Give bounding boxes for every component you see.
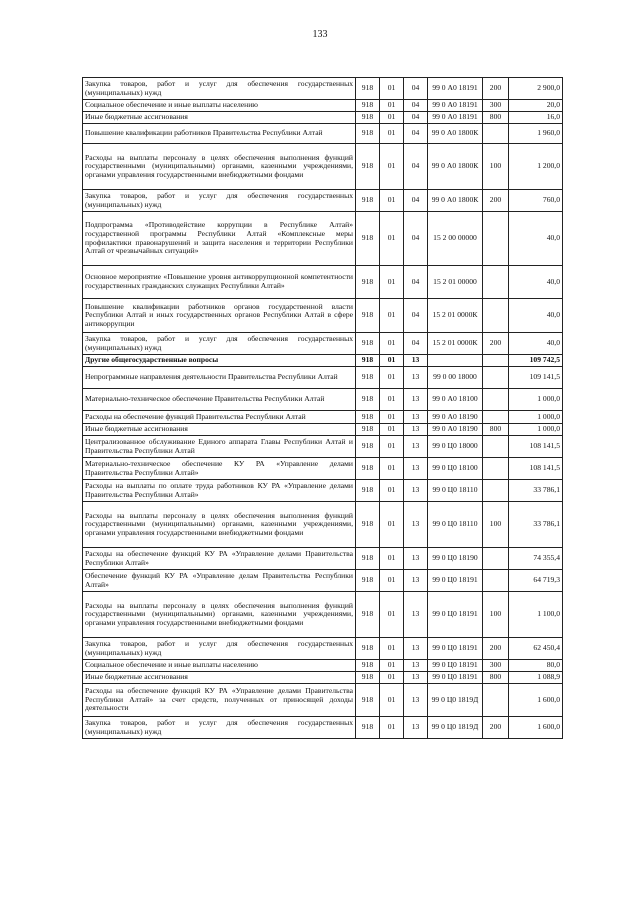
row-gr-code: 918: [356, 124, 380, 144]
row-name: Материально-техническое обеспечение Правительства Республики Алтай: [83, 389, 356, 411]
row-gr-code: 918: [356, 458, 380, 480]
row-subsection-code: 13: [404, 436, 428, 458]
row-subsection-code: 04: [404, 78, 428, 100]
row-subsection-code: 13: [404, 638, 428, 660]
row-gr-code: 918: [356, 333, 380, 355]
row-target-article: 99 0 Ц0 18191: [428, 638, 483, 660]
row-target-article: 99 0 Ц0 18110: [428, 502, 483, 548]
row-target-article: 99 0 Ц0 18000: [428, 436, 483, 458]
table-row: [83, 144, 563, 190]
row-subsection-code: 13: [404, 411, 428, 424]
row-expense-type: 800: [483, 424, 509, 436]
row-subsection-code: 13: [404, 548, 428, 570]
row-target-article: 15 2 01 0000К: [428, 333, 483, 355]
row-expense-type: [483, 684, 509, 717]
row-subsection-code: 04: [404, 333, 428, 355]
row-subsection-code: 04: [404, 124, 428, 144]
table-row: [83, 100, 563, 112]
page-number: 133: [312, 29, 328, 40]
row-gr-code: 918: [356, 100, 380, 112]
row-expense-type: 200: [483, 638, 509, 660]
row-target-article: 99 0 Ц0 18191: [428, 592, 483, 638]
row-amount: 1 600,0: [509, 684, 563, 717]
row-gr-code: 918: [356, 266, 380, 299]
row-section-code: 01: [380, 480, 404, 502]
row-name: Обеспечение функций КУ РА «Управление делам Правительства Республики Алтай»: [83, 570, 356, 592]
table-row: [83, 266, 563, 299]
table-row: [83, 672, 563, 684]
row-target-article: [428, 355, 483, 367]
row-subsection-code: 04: [404, 144, 428, 190]
row-amount: 80,0: [509, 660, 563, 672]
row-name: Расходы на обеспечение функций Правительства Республики Алтай: [83, 411, 356, 424]
row-gr-code: 918: [356, 190, 380, 212]
row-name: Подпрограмма «Противодействие коррупции в Республике Алтай» государственной программы Республики Алтай «Комплексные меры профилактики правонарушений и защита населения и территории Республики Алтай от чрезвычайных ситуаций»: [83, 212, 356, 266]
row-expense-type: [483, 212, 509, 266]
row-amount: 1 088,9: [509, 672, 563, 684]
row-subsection-code: 13: [404, 672, 428, 684]
row-amount: 40,0: [509, 333, 563, 355]
row-amount: 1 000,0: [509, 424, 563, 436]
row-name: Материально-техническое обеспечение КУ РА «Управление делами Правительства Республики Алтай»: [83, 458, 356, 480]
row-target-article: 99 0 Ц0 18110: [428, 480, 483, 502]
row-subsection-code: 13: [404, 660, 428, 672]
row-name: Основное мероприятие «Повышение уровня антикоррупционной компетентности государственных гражданских служащих Республики Алтай»: [83, 266, 356, 299]
row-subsection-code: 13: [404, 355, 428, 367]
row-name: Повышение квалификации работников органов государственной власти Республики Алтай и иных государственных органов Республики Алтай в сфере антикоррупции: [83, 299, 356, 333]
table-row: [83, 299, 563, 333]
row-subsection-code: 13: [404, 480, 428, 502]
row-section-code: 01: [380, 112, 404, 124]
row-target-article: 99 0 А0 1800К: [428, 144, 483, 190]
table-row: [83, 212, 563, 266]
row-amount: 40,0: [509, 299, 563, 333]
row-section-code: 01: [380, 717, 404, 739]
table-row: [83, 355, 563, 367]
row-subsection-code: 13: [404, 367, 428, 389]
row-subsection-code: 13: [404, 570, 428, 592]
table-row: [83, 112, 563, 124]
row-subsection-code: 04: [404, 190, 428, 212]
row-expense-type: 100: [483, 502, 509, 548]
row-section-code: 01: [380, 190, 404, 212]
row-section-code: 01: [380, 144, 404, 190]
row-expense-type: 100: [483, 144, 509, 190]
row-subsection-code: 13: [404, 717, 428, 739]
table-row: [83, 411, 563, 424]
table-row: [83, 424, 563, 436]
row-section-code: 01: [380, 355, 404, 367]
row-amount: 109 141,5: [509, 367, 563, 389]
row-section-code: 01: [380, 299, 404, 333]
row-amount: 16,0: [509, 112, 563, 124]
row-section-code: 01: [380, 411, 404, 424]
row-target-article: 99 0 Ц0 18190: [428, 548, 483, 570]
row-name: Централизованное обслуживание Единого аппарата Главы Республики Алтай и Правительства Республики Алтай: [83, 436, 356, 458]
row-gr-code: 918: [356, 672, 380, 684]
row-amount: 108 141,5: [509, 458, 563, 480]
row-name: Расходы на выплаты персоналу в целях обеспечения выполнения функций государственными (муниципальными) органами, казенными учреждениями, органами управления государственными внебюджетными фондами: [83, 592, 356, 638]
row-target-article: 99 0 А0 1800К: [428, 190, 483, 212]
row-name: Расходы на обеспечение функций КУ РА «Управление делами Правительства Республики Алтай» за счет средств, полученных от приносящей доходы деятельности: [83, 684, 356, 717]
row-amount: 33 786,1: [509, 480, 563, 502]
row-target-article: 99 0 Ц0 18191: [428, 672, 483, 684]
row-section-code: 01: [380, 684, 404, 717]
row-name: Закупка товаров, работ и услуг для обеспечения государственных (муниципальных) нужд: [83, 333, 356, 355]
table-row: [83, 684, 563, 717]
row-target-article: 99 0 Ц0 18100: [428, 458, 483, 480]
row-gr-code: 918: [356, 684, 380, 717]
row-target-article: 99 0 А0 18191: [428, 112, 483, 124]
table-row: [83, 124, 563, 144]
row-expense-type: 200: [483, 190, 509, 212]
row-target-article: 15 2 00 00000: [428, 212, 483, 266]
row-name: Закупка товаров, работ и услуг для обеспечения государственных (муниципальных) нужд: [83, 190, 356, 212]
table-row: [83, 548, 563, 570]
row-section-code: 01: [380, 333, 404, 355]
table-row: [83, 570, 563, 592]
row-amount: 40,0: [509, 212, 563, 266]
row-expense-type: [483, 480, 509, 502]
row-target-article: 99 0 00 18000: [428, 367, 483, 389]
row-section-code: 01: [380, 592, 404, 638]
table-row: [83, 389, 563, 411]
table-row: [83, 480, 563, 502]
row-amount: 1 000,0: [509, 411, 563, 424]
row-expense-type: 800: [483, 672, 509, 684]
row-amount: 1 960,0: [509, 124, 563, 144]
row-target-article: 99 0 А0 1800К: [428, 124, 483, 144]
row-subsection-code: 13: [404, 592, 428, 638]
row-expense-type: [483, 411, 509, 424]
row-target-article: 99 0 Ц0 1819Д: [428, 717, 483, 739]
row-name: Закупка товаров, работ и услуг для обеспечения государственных (муниципальных) нужд: [83, 638, 356, 660]
row-gr-code: 918: [356, 717, 380, 739]
row-amount: 760,0: [509, 190, 563, 212]
row-expense-type: [483, 548, 509, 570]
row-amount: 40,0: [509, 266, 563, 299]
row-gr-code: 918: [356, 424, 380, 436]
row-section-code: 01: [380, 367, 404, 389]
table-row: [83, 190, 563, 212]
row-expense-type: 100: [483, 592, 509, 638]
row-amount: 62 450,4: [509, 638, 563, 660]
row-gr-code: 918: [356, 502, 380, 548]
row-section-code: 01: [380, 212, 404, 266]
row-gr-code: 918: [356, 389, 380, 411]
row-amount: 33 786,1: [509, 502, 563, 548]
row-name: Закупка товаров, работ и услуг для обеспечения государственных (муниципальных) нужд: [83, 78, 356, 100]
row-target-article: 99 0 Ц0 18191: [428, 660, 483, 672]
row-name: Социальное обеспечение и иные выплаты населению: [83, 100, 356, 112]
row-amount: 1 100,0: [509, 592, 563, 638]
row-expense-type: [483, 266, 509, 299]
row-gr-code: 918: [356, 660, 380, 672]
row-target-article: 99 0 А0 18190: [428, 424, 483, 436]
row-gr-code: 918: [356, 436, 380, 458]
row-target-article: 99 0 А0 18100: [428, 389, 483, 411]
row-amount: 2 900,0: [509, 78, 563, 100]
budget-table: [82, 77, 563, 739]
row-target-article: 99 0 А0 18191: [428, 78, 483, 100]
budget-table-body: [83, 78, 563, 739]
row-name: Расходы на выплаты персоналу в целях обеспечения выполнения функций государственными (муниципальными) органами, казенными учреждениями, органами управления государственными внебюджетными фондами: [83, 502, 356, 548]
row-subsection-code: 13: [404, 424, 428, 436]
row-name: Закупка товаров, работ и услуг для обеспечения государственных (муниципальных) нужд: [83, 717, 356, 739]
row-expense-type: [483, 458, 509, 480]
row-subsection-code: 13: [404, 458, 428, 480]
row-gr-code: 918: [356, 78, 380, 100]
row-target-article: 99 0 Ц0 18191: [428, 570, 483, 592]
row-amount: 74 355,4: [509, 548, 563, 570]
row-section-code: 01: [380, 436, 404, 458]
row-gr-code: 918: [356, 570, 380, 592]
table-row: [83, 333, 563, 355]
row-amount: 64 719,3: [509, 570, 563, 592]
row-section-code: 01: [380, 502, 404, 548]
row-subsection-code: 13: [404, 502, 428, 548]
row-target-article: 99 0 А0 18190: [428, 411, 483, 424]
row-gr-code: 918: [356, 212, 380, 266]
table-row: [83, 660, 563, 672]
row-target-article: 15 2 01 00000: [428, 266, 483, 299]
row-gr-code: 918: [356, 367, 380, 389]
table-row: [83, 367, 563, 389]
row-expense-type: 800: [483, 112, 509, 124]
row-amount: 20,0: [509, 100, 563, 112]
row-gr-code: 918: [356, 144, 380, 190]
row-expense-type: [483, 570, 509, 592]
row-target-article: 99 0 Ц0 1819Д: [428, 684, 483, 717]
row-amount: 1 600,0: [509, 717, 563, 739]
row-name: Расходы на выплаты по оплате труда работников КУ РА «Управление делами Правительства Республики Алтай»: [83, 480, 356, 502]
row-gr-code: 918: [356, 112, 380, 124]
row-expense-type: 200: [483, 78, 509, 100]
row-name: Иные бюджетные ассигнования: [83, 424, 356, 436]
row-section-code: 01: [380, 100, 404, 112]
table-row: [83, 502, 563, 548]
row-gr-code: 918: [356, 411, 380, 424]
row-section-code: 01: [380, 124, 404, 144]
row-subsection-code: 04: [404, 100, 428, 112]
row-amount: 1 000,0: [509, 389, 563, 411]
row-gr-code: 918: [356, 480, 380, 502]
row-gr-code: 918: [356, 299, 380, 333]
row-subsection-code: 04: [404, 266, 428, 299]
table-row: [83, 458, 563, 480]
row-expense-type: [483, 355, 509, 367]
row-expense-type: [483, 367, 509, 389]
row-subsection-code: 04: [404, 299, 428, 333]
row-section-code: 01: [380, 424, 404, 436]
row-section-code: 01: [380, 389, 404, 411]
row-section-code: 01: [380, 78, 404, 100]
row-expense-type: 300: [483, 100, 509, 112]
row-expense-type: [483, 299, 509, 333]
row-section-code: 01: [380, 672, 404, 684]
row-amount: 108 141,5: [509, 436, 563, 458]
row-target-article: 15 2 01 0000К: [428, 299, 483, 333]
row-section-code: 01: [380, 638, 404, 660]
row-gr-code: 918: [356, 548, 380, 570]
row-gr-code: 918: [356, 355, 380, 367]
row-subsection-code: 04: [404, 112, 428, 124]
row-subsection-code: 13: [404, 389, 428, 411]
row-name: Расходы на выплаты персоналу в целях обеспечения выполнения функций государственными (муниципальными) органами, казенными учреждениями, органами управления государственными внебюджетными фондами: [83, 144, 356, 190]
row-name: Повышение квалификации работников Правительства Республики Алтай: [83, 124, 356, 144]
row-section-code: 01: [380, 266, 404, 299]
table-row: [83, 78, 563, 100]
row-section-code: 01: [380, 570, 404, 592]
table-row: [83, 592, 563, 638]
row-gr-code: 918: [356, 592, 380, 638]
row-expense-type: 200: [483, 333, 509, 355]
row-expense-type: 200: [483, 717, 509, 739]
row-expense-type: [483, 124, 509, 144]
table-row: [83, 436, 563, 458]
row-name: Иные бюджетные ассигнования: [83, 672, 356, 684]
row-expense-type: [483, 389, 509, 411]
row-expense-type: 300: [483, 660, 509, 672]
row-section-code: 01: [380, 660, 404, 672]
row-subsection-code: 04: [404, 212, 428, 266]
row-target-article: 99 0 А0 18191: [428, 100, 483, 112]
table-row: [83, 717, 563, 739]
row-section-code: 01: [380, 458, 404, 480]
row-name: Непрограммные направления деятельности Правительства Республики Алтай: [83, 367, 356, 389]
row-name: Иные бюджетные ассигнования: [83, 112, 356, 124]
row-name: Другие общегосударственные вопросы: [83, 355, 356, 367]
row-amount: 109 742,5: [509, 355, 563, 367]
row-gr-code: 918: [356, 638, 380, 660]
table-row: [83, 638, 563, 660]
row-section-code: 01: [380, 548, 404, 570]
row-subsection-code: 13: [404, 684, 428, 717]
row-expense-type: [483, 436, 509, 458]
row-name: Социальное обеспечение и иные выплаты населению: [83, 660, 356, 672]
row-amount: 1 200,0: [509, 144, 563, 190]
row-name: Расходы на обеспечение функций КУ РА «Управление делами Правительства Республики Алтай»: [83, 548, 356, 570]
